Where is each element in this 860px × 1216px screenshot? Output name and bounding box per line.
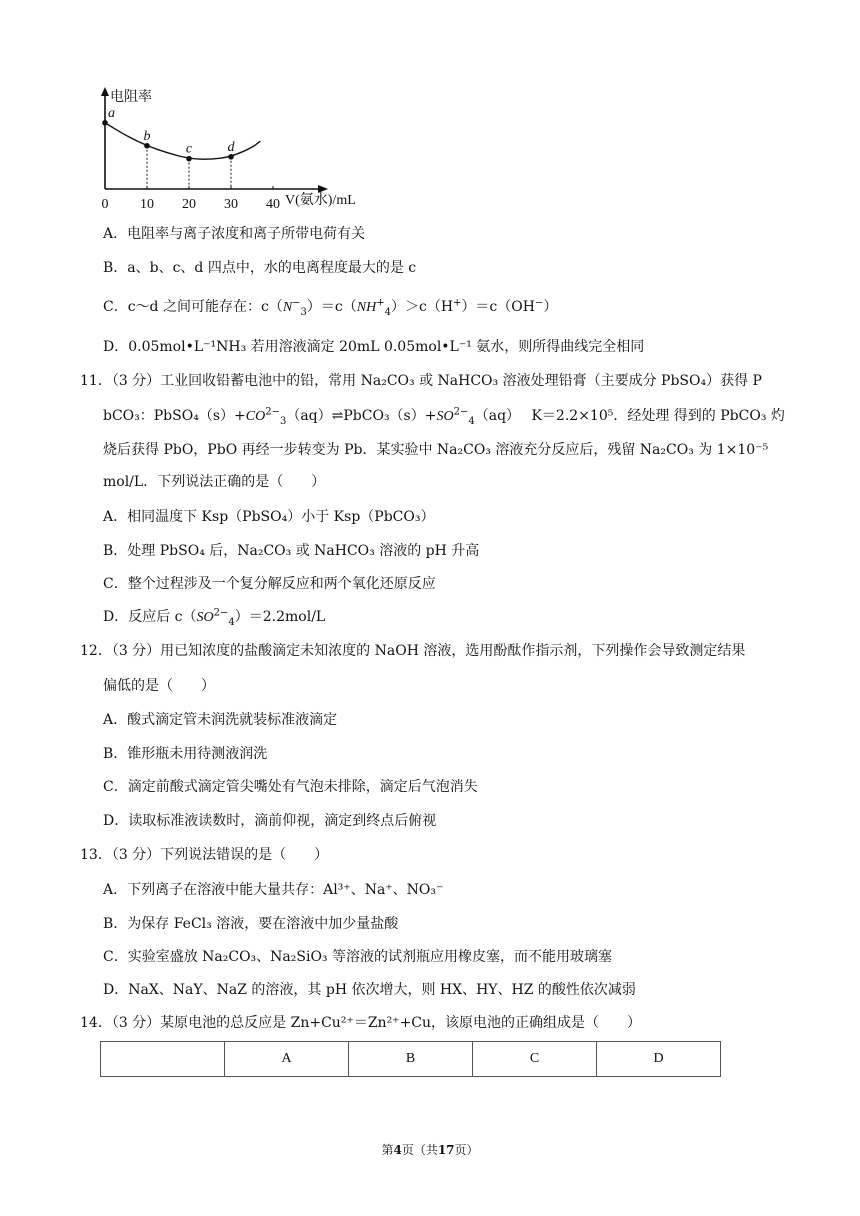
q13-option-a: A．下列离子在溶液中能大量共存：Al³⁺、Na⁺、NO₃⁻ — [103, 882, 444, 898]
point-label-c: c — [185, 141, 193, 157]
resistivity-curve — [105, 123, 260, 159]
x-tick-label-10: 10 — [140, 197, 154, 209]
q10-option-b: B．a、b、c、d 四点中，水的电离程度最大的是 c — [103, 260, 417, 276]
data-point-d — [228, 154, 234, 160]
data-point-c — [186, 156, 192, 162]
data-point-b — [144, 143, 150, 149]
resistivity-chart — [92, 84, 372, 209]
x-axis-arrow — [318, 185, 328, 193]
y-axis-label: 电阻率 — [110, 90, 152, 105]
q12-option-c: C．滴定前酸式滴定管尖嘴处有气泡未排除，滴定后气泡消失 — [103, 779, 478, 795]
x-tick-label-40: 40 — [266, 197, 280, 209]
q13-option-d: D．NaX、NaY、NaZ 的溶液，其 pH 依次增大，则 HX、HY、HZ 的酸性依次减弱 — [103, 982, 636, 998]
table-row — [101, 1042, 721, 1077]
x-tick-label-0: 0 — [101, 197, 109, 209]
table-cell-blank — [101, 1042, 225, 1077]
x-axis-label: V(氨水)/mL — [285, 193, 356, 208]
page-footer: 第4页（共17页） — [381, 1143, 479, 1157]
point-label-b: b — [143, 128, 151, 144]
q11-option-c: C．整个过程涉及一个复分解反应和两个氧化还原反应 — [103, 576, 436, 592]
table-header-d: D — [597, 1042, 721, 1077]
q11-stem-line2: bCO₃：$PbSO_4(s)+CO^{2-}_3(aq)\rightleftharpoons PbCO_3(s)+SO^{2-}_4(aq)$ K＝2.2×10⁵．经处理 得到的 PbCO₃ 灼 — [103, 406, 785, 427]
q11-stem-line1: 11．（3 分）工业回收铅蓄电池中的铅，常用 Na₂CO₃ 或 NaHCO₃ 溶液处理铅膏（主要成分 PbSO₄）获得 P — [80, 373, 762, 389]
q10-option-d: D．0.05mol•L⁻¹NH₃ 若用溶液滴定 20mL 0.05mol•L⁻¹ 氨水，则所得曲线完全相同 — [103, 339, 645, 355]
q11-option-b: B．处理 PbSO₄ 后，Na₂CO₃ 或 NaHCO₃ 溶液的 pH 升高 — [103, 543, 480, 559]
q14-stem: 14．（3 分）某原电池的总反应是 Zn+Cu²⁺＝Zn²⁺+Cu，该原电池的正确组成是（ ） — [80, 1015, 642, 1031]
x-tick-label-30: 30 — [224, 197, 238, 209]
point-label-a: a — [108, 105, 115, 121]
table-header-a: A — [225, 1042, 349, 1077]
q13-stem: 13．（3 分）下列说法错误的是（ ） — [80, 847, 329, 863]
q12-option-a: A．酸式滴定管未润洗就装标准液滴定 — [103, 712, 338, 728]
q12-option-d: D．读取标准液读数时，滴前仰视，滴定到终点后俯视 — [103, 813, 437, 829]
point-label-d: d — [227, 139, 235, 155]
q14-options-table — [100, 1041, 721, 1077]
q12-stem-line1: 12．（3 分）用已知浓度的盐酸滴定未知浓度的 NaOH 溶液，选用酚酞作指示剂，下列操作会导致测定结果 — [80, 643, 746, 659]
q12-stem-line2: 偏低的是（ ） — [103, 678, 215, 694]
chart-axes — [101, 87, 328, 209]
q12-option-b: B．锥形瓶未用待测液润洗 — [103, 746, 268, 762]
q11-option-d: D．反应后 $c(SO^{2-}_4)=2.2mol/L$ — [103, 607, 326, 628]
q11-stem-line3: 烧后获得 PbO，PbO 再经一步转变为 Pb．某实验中 Na₂CO₃ 溶液充分反应后，残留 Na₂CO₃ 为 1×10⁻⁵ — [103, 442, 769, 458]
q13-option-b: B．为保存 FeCl₃ 溶液，要在溶液中加少量盐酸 — [103, 916, 399, 932]
q10-option-c: C．c～d 之间可能存在：$c(N^-_3)=c(NH^+_4)>c(H^+)=c(OH^-)$ — [103, 297, 558, 318]
q13-option-c: C．实验室盛放 Na₂CO₃、Na₂SiO₃ 等溶液的试剂瓶应用橡皮塞，而不能用玻璃塞 — [103, 949, 612, 965]
y-axis-arrow — [101, 87, 109, 96]
table-header-b: B — [349, 1042, 473, 1077]
q11-stem-line4: mol/L．下列说法正确的是（ ） — [103, 474, 326, 490]
x-tick-label-20: 20 — [182, 197, 196, 209]
chart-marks — [102, 106, 260, 189]
q10-option-a: A．电阻率与离子浓度和离子所带电荷有关 — [103, 226, 366, 242]
q11-option-a: A．相同温度下 Ksp（PbSO₄）小于 Ksp（PbCO₃） — [103, 509, 435, 525]
data-point-a — [102, 120, 108, 126]
table-header-c: C — [473, 1042, 597, 1077]
